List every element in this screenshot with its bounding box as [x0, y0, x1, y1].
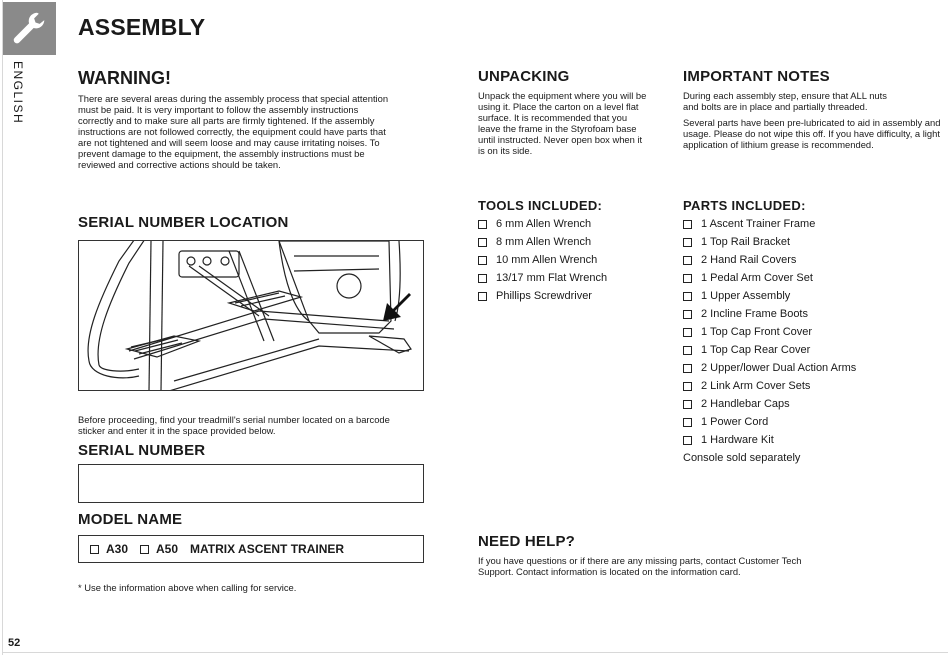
part-item: [683, 233, 856, 251]
tool-checkbox[interactable]: [478, 238, 487, 247]
part-checkbox[interactable]: [683, 238, 692, 247]
part-checkbox[interactable]: [683, 256, 692, 265]
a30-checkbox[interactable]: [90, 545, 99, 554]
part-label: 1 Top Rail Bracket: [701, 236, 791, 248]
part-item: [683, 341, 856, 359]
part-checkbox[interactable]: [683, 400, 692, 409]
part-checkbox[interactable]: [683, 364, 692, 373]
page-number: 52: [8, 637, 21, 649]
tool-item: [478, 215, 607, 233]
tools-list: [478, 215, 607, 305]
need-help-body: If you have questions or if there are any missing parts, contact Customer Tech Support. Contact information is located on the information card.: [478, 555, 802, 577]
important-notes-heading: IMPORTANT NOTES: [683, 68, 830, 85]
elliptical-trainer-drawing: [79, 241, 424, 391]
serial-sticker-arrow: [383, 293, 411, 321]
tool-label: 10 mm Allen Wrench: [496, 254, 598, 266]
parts-list: [683, 215, 856, 449]
tools-heading: TOOLS INCLUDED:: [478, 198, 603, 213]
tool-label: 13/17 mm Flat Wrench: [496, 272, 608, 284]
part-checkbox[interactable]: [683, 418, 692, 427]
part-item: [683, 395, 856, 413]
part-checkbox[interactable]: [683, 310, 692, 319]
model-name-box: [78, 535, 424, 563]
part-checkbox[interactable]: [683, 274, 692, 283]
part-label: 1 Top Cap Front Cover: [701, 326, 813, 338]
part-label: 1 Hardware Kit: [701, 434, 774, 446]
part-item: [683, 251, 856, 269]
part-checkbox[interactable]: [683, 328, 692, 337]
warning-body: There are several areas during the assembly process that special attention must be paid. It is very important to follow the assembly instructions correctly and to make sure all parts are firmly tightened. If the assembly instructions are not followed correctly, the equipment could have parts that are not tightened and will seem loose and may cause irritating noises. To prevent damage to the equipment, the assembly instructions must be reviewed and corrective actions should be taken.: [78, 93, 389, 170]
left-margin-rule: [2, 0, 3, 655]
part-label: 1 Upper Assembly: [701, 290, 791, 302]
part-checkbox[interactable]: [683, 346, 692, 355]
important-notes-para1: During each assembly step, ensure that ALL nuts and bolts are in place and partially threaded.: [683, 90, 887, 112]
tool-item: [478, 287, 607, 305]
page-title: ASSEMBLY: [78, 14, 206, 40]
console-note: Console sold separately: [683, 452, 801, 464]
serial-location-caption: Before proceeding, find your treadmill's serial number located on a barcode sticker and enter it in the space provided below.: [78, 414, 390, 436]
language-label: ENGLISH: [11, 61, 25, 125]
tool-checkbox[interactable]: [478, 220, 487, 229]
serial-number-heading: SERIAL NUMBER: [78, 442, 206, 459]
part-checkbox[interactable]: [683, 292, 692, 301]
serial-number-entry-box[interactable]: [78, 464, 424, 503]
part-item: [683, 287, 856, 305]
tool-checkbox[interactable]: [478, 292, 487, 301]
part-item: [683, 359, 856, 377]
part-label: 1 Top Cap Rear Cover: [701, 344, 811, 356]
unpacking-heading: UNPACKING: [478, 68, 570, 85]
part-checkbox[interactable]: [683, 220, 692, 229]
a50-label: A50: [156, 542, 179, 556]
tool-item: [478, 251, 607, 269]
part-label: 1 Ascent Trainer Frame: [701, 218, 816, 230]
part-item: [683, 305, 856, 323]
part-item: [683, 377, 856, 395]
product-name: MATRIX ASCENT TRAINER: [190, 542, 345, 556]
a30-label: A30: [106, 542, 129, 556]
tool-label: 6 mm Allen Wrench: [496, 218, 592, 230]
part-label: 1 Power Cord: [701, 416, 769, 428]
warning-heading: WARNING!: [78, 68, 171, 88]
part-item: [683, 215, 856, 233]
model-option-a30[interactable]: [90, 542, 128, 556]
part-label: 2 Handlebar Caps: [701, 398, 790, 410]
important-notes-para2: Several parts have been pre-lubricated to aid in assembly and usage. Please do not wipe this off. If you have difficulty, a light application of lithium grease is recommended.: [683, 117, 941, 150]
part-label: 2 Incline Frame Boots: [701, 308, 808, 320]
part-label: 2 Hand Rail Covers: [701, 254, 797, 266]
part-label: 2 Link Arm Cover Sets: [701, 380, 811, 392]
need-help-heading: NEED HELP?: [478, 533, 576, 550]
tool-checkbox[interactable]: [478, 274, 487, 283]
part-item: [683, 323, 856, 341]
parts-heading: PARTS INCLUDED:: [683, 198, 806, 213]
tool-item: [478, 269, 607, 287]
part-label: 2 Upper/lower Dual Action Arms: [701, 362, 857, 374]
model-name-heading: MODEL NAME: [78, 511, 183, 528]
service-footnote: * Use the information above when calling for service.: [78, 582, 297, 593]
wrench-icon: [11, 10, 48, 47]
part-item: [683, 431, 856, 449]
tool-checkbox[interactable]: [478, 256, 487, 265]
part-label: 1 Pedal Arm Cover Set: [701, 272, 813, 284]
tool-label: Phillips Screwdriver: [496, 290, 592, 302]
a50-checkbox[interactable]: [140, 545, 149, 554]
part-checkbox[interactable]: [683, 382, 692, 391]
part-item: [683, 269, 856, 287]
serial-location-illustration: [78, 240, 424, 391]
part-item: [683, 413, 856, 431]
tool-item: [478, 233, 607, 251]
bottom-margin-rule: [2, 652, 948, 653]
unpacking-body: Unpack the equipment where you will be using it. Place the carton on a level flat surface. It is recommended that you leave the frame in the Styrofoam base until instructed. Never open box when it is on its side.: [478, 90, 647, 156]
serial-location-heading: SERIAL NUMBER LOCATION: [78, 214, 289, 231]
section-tab: [3, 2, 56, 55]
model-option-a50[interactable]: [140, 542, 178, 556]
tool-label: 8 mm Allen Wrench: [496, 236, 592, 248]
part-checkbox[interactable]: [683, 436, 692, 445]
